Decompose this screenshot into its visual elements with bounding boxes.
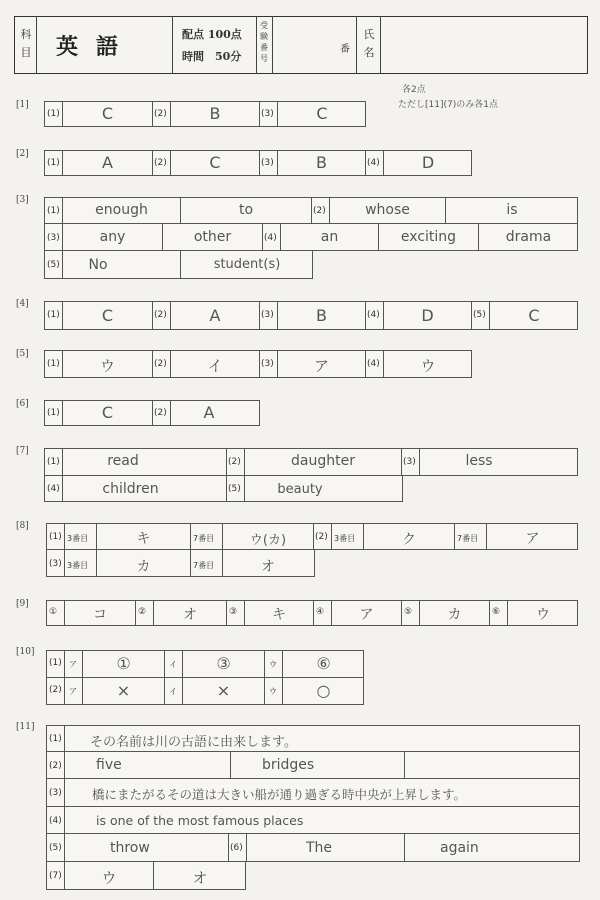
divider xyxy=(313,600,314,626)
part-label: ア xyxy=(69,687,77,696)
divider xyxy=(64,779,65,807)
answer-field[interactable]: ウ(カ) xyxy=(249,533,287,548)
question-number: (2) xyxy=(154,408,167,418)
question-number: (3) xyxy=(261,310,274,320)
divider xyxy=(164,650,165,705)
question-number: (1) xyxy=(49,734,62,744)
answer-field[interactable]: ク xyxy=(402,532,416,548)
question-number: (1) xyxy=(47,158,60,168)
exam-number-label: 受験番号 xyxy=(260,21,268,63)
question-number: (7) xyxy=(49,871,62,881)
divider xyxy=(246,834,247,862)
question-number: (3) xyxy=(261,158,274,168)
answer-field[interactable]: B xyxy=(316,153,327,172)
header-divider xyxy=(380,16,381,74)
answer-field[interactable]: オ xyxy=(183,607,197,623)
divider xyxy=(230,752,231,779)
answer-field[interactable]: A xyxy=(203,403,215,422)
answer-field[interactable]: ア xyxy=(525,531,540,547)
answer-field[interactable]: drama xyxy=(505,229,552,245)
answer-field[interactable]: ⑥ xyxy=(316,654,331,673)
part-label: イ xyxy=(169,660,177,669)
answer-field[interactable]: beauty xyxy=(277,482,323,497)
answer-field[interactable]: ウ xyxy=(536,607,550,623)
divider xyxy=(365,350,366,378)
divider xyxy=(152,400,153,426)
scoring-note-line2: ただし[11](7)のみ各1点 xyxy=(398,100,498,110)
divider xyxy=(401,448,402,476)
blank-number: ⑥ xyxy=(492,607,501,617)
part-label: ウ xyxy=(269,660,277,669)
question-number: (4) xyxy=(47,484,60,494)
divider xyxy=(404,752,405,779)
question-number: (1) xyxy=(47,206,60,216)
divider xyxy=(152,101,153,127)
divider xyxy=(454,523,455,550)
blank-number: ② xyxy=(138,607,147,617)
answer-field[interactable]: student(s) xyxy=(213,257,281,272)
answer-field[interactable]: throw xyxy=(110,840,150,856)
answer-field[interactable]: daughter xyxy=(291,453,355,469)
divider xyxy=(152,350,153,378)
blank-number: ⑤ xyxy=(404,607,413,617)
section-1-label: [1] xyxy=(16,100,29,110)
section-3-label: [3] xyxy=(16,195,29,205)
divider xyxy=(226,476,227,502)
divider xyxy=(64,650,65,705)
question-number: (4) xyxy=(264,233,277,243)
answer-field[interactable]: No xyxy=(88,257,108,273)
question-number: (3) xyxy=(49,788,62,798)
divider xyxy=(259,301,260,330)
part-label: イ xyxy=(169,687,177,696)
answer-field[interactable]: カ xyxy=(447,607,462,623)
answer-field[interactable]: カ xyxy=(136,559,151,575)
section-8-label: [8] xyxy=(16,521,29,531)
answer-field[interactable]: 橋にまたがるその道は大きい船が通り過ぎる時中央が上昇します。 xyxy=(92,787,467,802)
divider xyxy=(226,600,227,626)
question-number: (1) xyxy=(49,532,62,542)
divider xyxy=(401,600,402,626)
answer-field[interactable]: The xyxy=(306,840,333,856)
question-number: (5) xyxy=(49,843,62,853)
subject-label-top: 科 xyxy=(20,28,32,41)
section-5-label: [5] xyxy=(16,349,29,359)
header-divider xyxy=(256,16,257,74)
answer-field[interactable]: オ xyxy=(261,559,275,575)
divider xyxy=(313,523,314,550)
answer-field[interactable]: whose xyxy=(365,202,410,218)
answer-field[interactable]: ウ xyxy=(420,357,436,375)
answer-field[interactable]: enough xyxy=(95,202,148,218)
answer-field[interactable]: A xyxy=(209,306,221,325)
time-text: 時間 50分 xyxy=(182,50,242,63)
divider xyxy=(226,448,227,476)
question-number: (1) xyxy=(47,457,60,467)
answer-field[interactable]: コ xyxy=(93,607,107,623)
ban-label: 番 xyxy=(340,44,350,55)
question-number: (3) xyxy=(47,233,60,243)
part-label: ア xyxy=(69,660,77,669)
question-number: (5) xyxy=(47,260,60,270)
question-number: (4) xyxy=(49,816,62,826)
answer-field[interactable]: ③ xyxy=(216,654,231,673)
question-number: (1) xyxy=(47,408,60,418)
answer-field[interactable]: again xyxy=(440,840,479,856)
subject-title: 英語 xyxy=(56,34,137,60)
question-number: (2) xyxy=(154,158,167,168)
name-label-top: 氏 xyxy=(363,28,375,41)
question-number: (2) xyxy=(228,457,241,467)
section-6-label: [6] xyxy=(16,399,29,409)
answer-field[interactable]: C xyxy=(528,306,540,325)
blank-number: ③ xyxy=(229,607,238,617)
answer-field[interactable]: ○ xyxy=(316,681,331,700)
header-divider xyxy=(172,16,173,74)
answer-field[interactable]: children xyxy=(102,481,159,497)
divider xyxy=(64,550,65,577)
answer-field[interactable]: ① xyxy=(116,654,131,673)
question-number: (4) xyxy=(367,359,380,369)
divider xyxy=(259,150,260,176)
question-number: (2) xyxy=(315,532,328,542)
divider xyxy=(64,725,65,752)
section-2-label: [2] xyxy=(16,149,29,159)
divider xyxy=(64,807,65,834)
name-label-bottom: 名 xyxy=(363,46,375,59)
divider xyxy=(135,600,136,626)
third-position-label: 3番目 xyxy=(334,534,356,543)
points-text: 配点 100点 xyxy=(182,28,242,41)
divider xyxy=(190,550,191,577)
answer-field[interactable]: C xyxy=(316,104,328,123)
answer-field[interactable]: an xyxy=(320,229,339,245)
answer-field[interactable]: D xyxy=(421,306,434,325)
answer-field[interactable]: ウ xyxy=(101,869,117,887)
section-7-label: [7] xyxy=(16,446,29,456)
section-9-label: [9] xyxy=(16,599,29,609)
answer-field[interactable]: D xyxy=(421,153,435,172)
answer-field[interactable]: C xyxy=(101,403,114,422)
blank-number: ④ xyxy=(316,607,325,617)
question-number: (3) xyxy=(403,457,416,467)
question-number: (1) xyxy=(47,310,60,320)
divider xyxy=(259,101,260,127)
part-label: ウ xyxy=(269,687,277,696)
answer-field[interactable]: C xyxy=(101,306,114,325)
divider xyxy=(365,301,366,330)
question-number: (2) xyxy=(49,761,62,771)
answer-field[interactable]: to xyxy=(238,202,254,218)
question-number: (2) xyxy=(49,685,62,695)
question-number: (1) xyxy=(47,359,60,369)
section-11-label: [11] xyxy=(16,722,35,732)
answer-field[interactable]: ウ xyxy=(99,357,115,375)
divider xyxy=(489,600,490,626)
divider xyxy=(365,150,366,176)
answer-field[interactable]: イ xyxy=(207,357,223,375)
question-number: (5) xyxy=(473,310,486,320)
subject-label xyxy=(16,26,36,62)
answer-field[interactable]: B xyxy=(209,104,221,123)
question-number: (5) xyxy=(228,484,241,494)
subject-label-bottom: 目 xyxy=(20,46,32,59)
divider xyxy=(64,834,65,862)
header-divider xyxy=(356,16,357,74)
seventh-position-label: 7番目 xyxy=(193,561,215,570)
answer-field[interactable]: any xyxy=(99,229,126,245)
answer-field[interactable]: ア xyxy=(359,607,374,623)
answer-field[interactable]: is one of the most famous places xyxy=(96,813,304,828)
answer-field[interactable]: bridges xyxy=(262,757,315,773)
answer-field[interactable]: オ xyxy=(192,869,208,887)
divider xyxy=(152,301,153,330)
answer-field[interactable]: C xyxy=(209,153,221,172)
scoring-note-line1: 各2点 xyxy=(402,85,426,95)
answer-field[interactable]: B xyxy=(316,306,327,325)
answer-field[interactable]: five xyxy=(96,757,122,773)
header-divider xyxy=(36,16,37,74)
answer-field[interactable]: × xyxy=(216,681,231,700)
answer-field[interactable]: × xyxy=(116,681,131,700)
answer-field[interactable]: is xyxy=(506,202,518,218)
section-4-label: [4] xyxy=(16,299,29,309)
question-number: (1) xyxy=(49,658,62,668)
question-number: (3) xyxy=(49,559,62,569)
question-number: (2) xyxy=(154,359,167,369)
answer-field[interactable]: other xyxy=(193,229,232,245)
divider xyxy=(331,523,332,550)
question-number: (2) xyxy=(313,206,326,216)
divider xyxy=(64,752,65,779)
question-number: (6) xyxy=(230,843,243,853)
third-position-label: 3番目 xyxy=(67,534,89,543)
divider xyxy=(190,523,191,550)
answer-field[interactable]: キ xyxy=(272,607,286,623)
answer-field[interactable]: read xyxy=(107,453,139,469)
name-label xyxy=(358,26,380,62)
answer-field[interactable]: less xyxy=(465,453,493,469)
divider xyxy=(259,350,260,378)
name-field[interactable] xyxy=(382,18,586,72)
divider xyxy=(471,301,472,330)
answer-field[interactable]: ア xyxy=(313,357,329,375)
divider xyxy=(264,650,265,705)
blank-number: ① xyxy=(49,607,58,617)
question-number: (3) xyxy=(261,359,274,369)
question-number: (4) xyxy=(367,158,380,168)
divider xyxy=(404,834,405,862)
divider xyxy=(311,197,312,224)
divider xyxy=(152,150,153,176)
question-number: (3) xyxy=(261,109,274,119)
third-position-label: 3番目 xyxy=(67,561,89,570)
row-divider xyxy=(46,677,364,678)
answer-field[interactable]: キ xyxy=(136,531,151,547)
answer-field[interactable]: A xyxy=(102,153,113,172)
seventh-position-label: 7番目 xyxy=(457,534,479,543)
answer-field[interactable]: C xyxy=(101,104,114,123)
question-number: (4) xyxy=(367,310,380,320)
divider xyxy=(228,834,229,862)
answer-field[interactable]: その名前は川の古語に由来します。 xyxy=(90,735,297,750)
divider xyxy=(64,523,65,550)
seventh-position-label: 7番目 xyxy=(193,534,215,543)
question-number: (2) xyxy=(154,109,167,119)
header-divider xyxy=(272,16,273,74)
section-10-label: [10] xyxy=(16,647,35,657)
question-number: (1) xyxy=(47,109,60,119)
question-number: (2) xyxy=(154,310,167,320)
divider xyxy=(262,224,263,251)
answer-field[interactable]: exciting xyxy=(400,229,457,245)
